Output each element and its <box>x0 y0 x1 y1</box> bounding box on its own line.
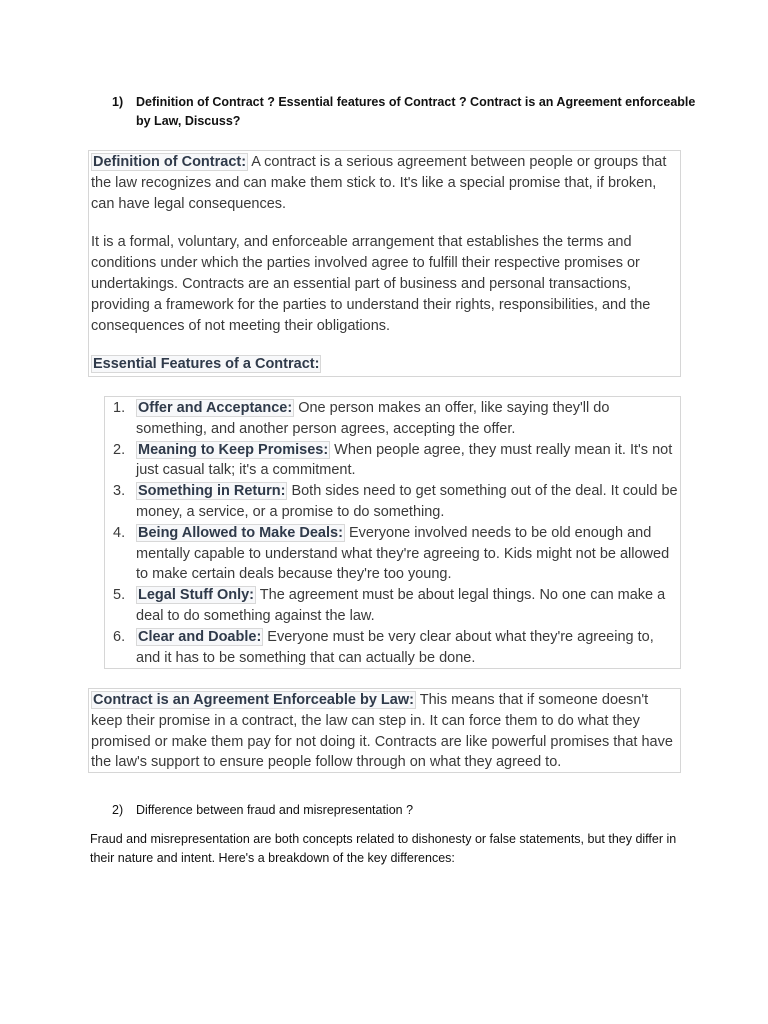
feature-item <box>105 627 678 669</box>
feature-text: One person makes an offer, like saying they'll do something, and another person agrees, accepting the offer. <box>136 400 610 437</box>
feature-text: When people agree, they must really mean it. It's not just casual talk; it's a commitment. <box>136 441 673 479</box>
feature-number: 3. <box>113 483 126 500</box>
question-2-body: Fraud and misrepresentation are both concepts related to dishonesty or false statements, but they differ in their nature and intent. Here's a breakdown of the key differences: <box>90 832 677 865</box>
feature-text: The agreement must be about legal things. No one can make a deal to do something against the law. <box>136 587 666 624</box>
feature-item <box>105 585 678 627</box>
question-1 <box>112 93 702 131</box>
feature-number: 4. <box>113 524 126 541</box>
definition-paragraph <box>91 152 680 214</box>
question-1-text: Definition of Contract ? Essential features of Contract ? Contract is an Agreement enforceable by Law, Discuss? <box>136 95 696 128</box>
enforceable-text: This means that if someone doesn't keep their promise in a contract, the law can step in. It can force them to do what they promised or make them pay for not doing it. Contracts are like powerful promises that have the law's support to ensure people follow through on what they agreed to. <box>91 692 673 771</box>
feature-item <box>105 481 678 523</box>
feature-number: 5. <box>113 587 126 604</box>
question-2-number: 2) <box>112 803 124 817</box>
enforceable-paragraph <box>91 690 680 773</box>
definition-paragraph-2: It is a formal, voluntary, and enforceable arrangement that establishes the terms and conditions under which the parties involved agree to fulfill their respective promises or undertakings. Contracts are an essential part of business and personal transactions, providing a framework for the parties to understand their rights, responsibilities, and the consequences of not meeting their obligations. <box>91 234 651 334</box>
question-2-text: Difference between fraud and misrepresentation ? <box>136 803 414 817</box>
feature-label: Offer and Acceptance: <box>138 400 293 416</box>
feature-item <box>105 523 678 585</box>
feature-label: Meaning to Keep Promises: <box>138 441 329 458</box>
feature-text: Both sides need to get something out of the deal. It could be money, a service, or a promise to do something. <box>136 483 678 520</box>
feature-label: Something in Return: <box>138 483 286 500</box>
features-heading-line <box>91 354 680 375</box>
definition-text: A contract is a serious agreement between people or groups that the law recognizes and can make them stick to. It's like a special promise that, if broken, can have legal consequences. <box>91 154 667 212</box>
enforceable-box <box>88 688 681 773</box>
enforceable-label: Contract is an Agreement Enforceable by Law: <box>93 692 414 708</box>
features-list <box>105 398 678 668</box>
feature-number: 1. <box>113 400 126 416</box>
definition-label: Definition of Contract: <box>93 154 247 170</box>
feature-text: Everyone involved needs to be old enough and mentally capable to understand what they're agreeing to. Kids might not be allowed to make certain deals because they're too young. <box>136 524 670 583</box>
feature-item <box>105 440 678 482</box>
question-1-number: 1) <box>112 95 124 109</box>
question-2 <box>112 801 413 820</box>
feature-label: Clear and Doable: <box>138 628 262 645</box>
feature-number: 6. <box>113 628 126 645</box>
feature-text: Everyone must be very clear about what they're agreeing to, and it has to be something that can actually be done. <box>136 628 654 666</box>
features-heading: Essential Features of a Contract: <box>93 356 320 373</box>
feature-label: Being Allowed to Make Deals: <box>138 524 343 541</box>
features-box <box>104 396 681 669</box>
feature-label: Legal Stuff Only: <box>138 587 254 604</box>
feature-item <box>105 398 678 440</box>
definition-box <box>88 150 681 377</box>
feature-number: 2. <box>113 441 126 458</box>
